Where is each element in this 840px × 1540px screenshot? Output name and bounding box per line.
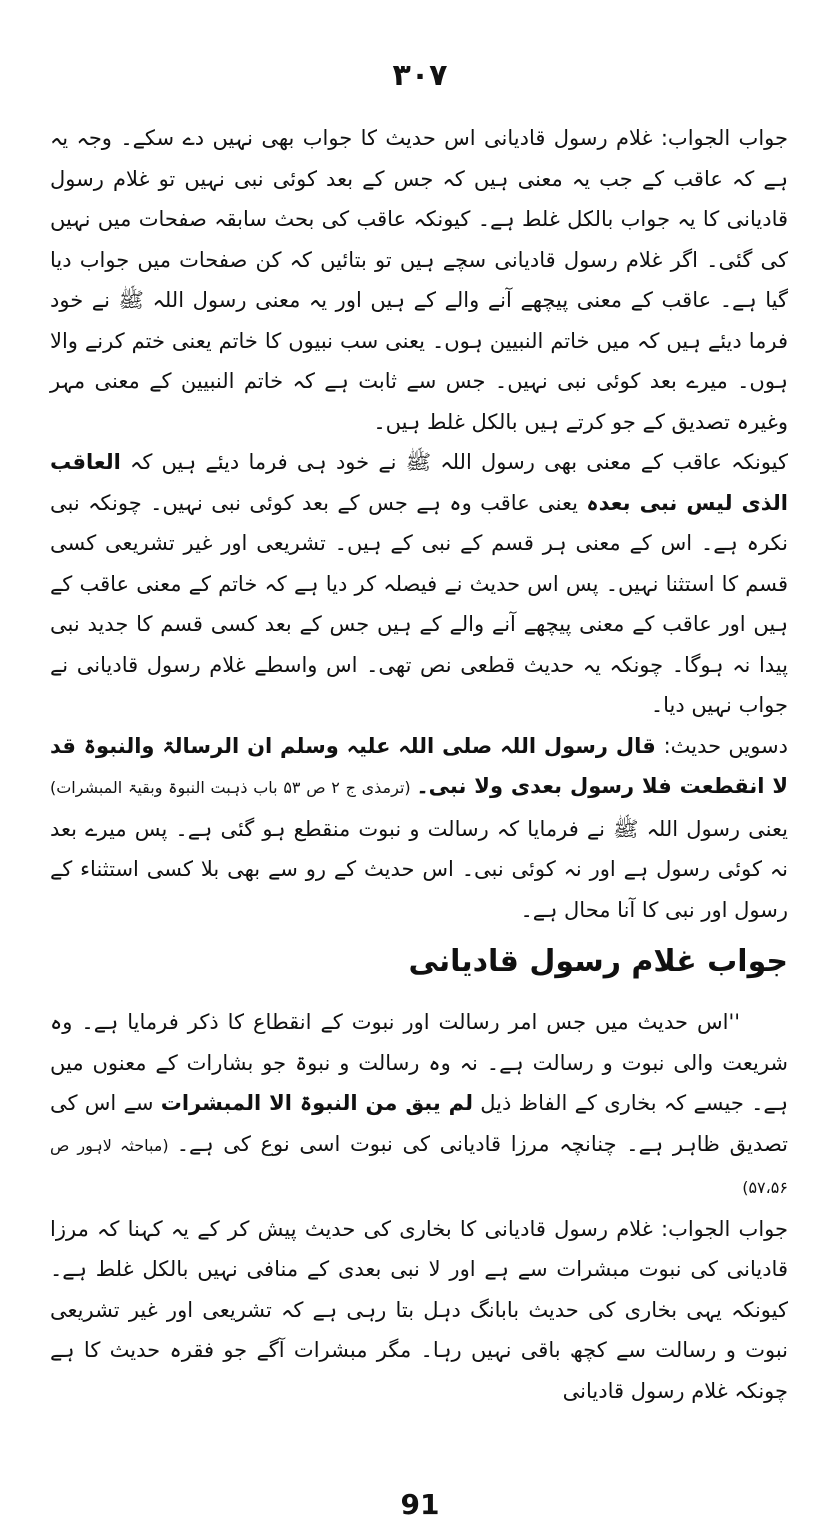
top-page-number: ۳۰۷ [392, 58, 448, 93]
paragraph-label: جواب الجواب: [661, 1216, 788, 1241]
paragraph-aqib-meaning [50, 442, 788, 726]
paragraph-label: دسویں حدیث: [663, 733, 788, 758]
citation: (مباحثہ لاہور ص ۵۷،۵۶) [50, 1135, 788, 1197]
paragraph-label: جواب الجواب: [660, 126, 788, 150]
arabic-quote: قال رسول اللہ صلی اللہ علیہ وسلم ان الرسالۃ والنبوۃ قد لا انقطعت فلا رسول بعدی ولا نبی۔ [50, 733, 788, 798]
page-body [50, 118, 788, 1411]
paragraph-answer-2 [50, 1209, 788, 1412]
arabic-quote: لم یبق من النبوۃ الا المبشرات [160, 1091, 473, 1115]
paragraph-answer-1 [50, 118, 788, 442]
paragraph-quoted-answer [50, 1002, 788, 1209]
bottom-page-number: 91 [400, 1488, 440, 1521]
paragraph-text: کیونکہ عاقب کے معنی بھی رسول اللہ ﷺ نے خود ہی فرما دیئے ہیں کہ [120, 450, 788, 474]
citation: (ترمذی ج ۲ ص ۵۳ باب ذہبت النبوۃ وبقیۃ المبشرات) [50, 778, 417, 797]
paragraph-tenth-hadith [50, 726, 788, 931]
paragraph-text: سے اس کی تصدیق ظاہر ہے۔ چنانچہ مرزا قادیانی کی نبوت اسی نوع کی ہے۔ [50, 1091, 788, 1156]
paragraph-text: یعنی عاقب وہ ہے جس کے بعد کوئی نبی نہیں۔ چونکہ نبی نکرہ ہے۔ اس کے معنی ہر قسم کے نبی کے ہیں۔ تشریعی اور غیر تشریعی کسی قسم کا استثنا نہیں۔ پس اس حدیث نے فیصلہ کر دیا ہے کہ خاتم کے معنی عاقب کے ہیں اور عاقب کے معنی پیچھے آنے والے کے ہیں جس کے بعد کسی قسم کا جدید نبی پیدا نہ ہوگا۔ چونکہ یہ حدیث قطعی نص تھی۔ اس واسطے غلام رسول قادیانی نے جواب نہیں دیا۔ [50, 490, 788, 717]
paragraph-text: غلام رسول قادیانی اس حدیث کا جواب بھی نہیں دے سکے۔ وجہ یہ ہے کہ عاقب کے جب یہ معنی ہیں کہ جس کے بعد کوئی نبی نہیں تو غلام رسول قادیانی کا یہ جواب بالکل غلط ہے۔ کیونکہ عاقب کی بحث سابقہ صفحات میں نہیں کی گئی۔ اگر غلام رسول قادیانی سچے ہیں تو بتائیں کہ کن صفحات میں جواب دیا گیا ہے۔ عاقب کے معنی پیچھے آنے والے کے ہیں اور یہ معنی رسول اللہ ﷺ نے خود فرما دیئے ہیں کہ میں خاتم النبیین ہوں۔ یعنی سب نبیوں کا خاتم یعنی ختم کرنے والا ہوں۔ میرے بعد کوئی نبی نہیں۔ جس سے ثابت ہے کہ خاتم النبیین کے معنی مہر وغیرہ تصدیق کے جو کرتے ہیں بالکل غلط ہیں۔ [50, 126, 788, 434]
paragraph-text: غلام رسول قادیانی کا بخاری کی حدیث پیش کر کے یہ کہنا کہ مرزا قادیانی کی نبوت مبشرات سے ہے اور لا نبی بعدی کے منافی نہیں بالکل غلط ہے۔ کیونکہ یہی بخاری کی حدیث بابانگ دہل بتا رہی ہے کہ تشریعی اور غیر تشریعی نبوت و رسالت سے کچھ باقی نہیں رہا۔ مگر مبشرات آگے جو فقرہ حدیث کا ہے چونکہ غلام رسول قادیانی [50, 1216, 788, 1403]
arabic-quote: العاقب الذی لیس نبی بعدہ [50, 450, 788, 515]
section-heading: جواب غلام رسول قادیانی [408, 944, 788, 979]
paragraph-text: ''اس حدیث میں جس امر رسالت اور نبوت کے انقطاع کا ذکر فرمایا ہے۔ وہ شریعت والی نبوت و رسالت ہے۔ نہ وہ رسالت و نبوۃ جو بشارات کے معنوں میں ہے۔ جیسے کہ بخاری کے الفاظ ذیل [50, 1010, 788, 1115]
paragraph-text: یعنی رسول اللہ ﷺ نے فرمایا کہ رسالت و نبوت منقطع ہو گئی ہے۔ پس میرے بعد نہ کوئی رسول ہے اور نہ کوئی نبی۔ اس حدیث کے رو سے بھی بلا کسی استثناء کے رسول اور نبی کا آنا محال ہے۔ [50, 816, 788, 922]
